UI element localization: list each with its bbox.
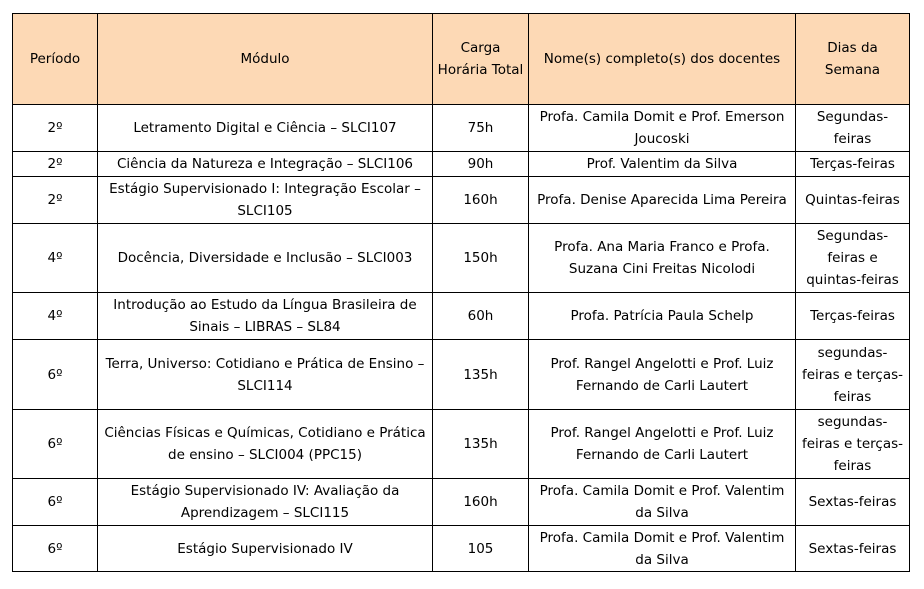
cell-carga: 150h bbox=[433, 224, 529, 293]
header-carga-horaria: Carga Horária Total bbox=[433, 14, 529, 105]
cell-carga: 160h bbox=[433, 177, 529, 224]
table-header-row bbox=[13, 14, 910, 105]
cell-dias: Quintas-feiras bbox=[796, 177, 910, 224]
cell-periodo: 4º bbox=[13, 293, 98, 340]
cell-modulo: Ciência da Natureza e Integração – SLCI106 bbox=[98, 152, 433, 177]
cell-dias: segundas-feiras e terças-feiras bbox=[796, 340, 910, 410]
cell-dias: Segundas-feiras e quintas-feiras bbox=[796, 224, 910, 293]
cell-modulo: Introdução ao Estudo da Língua Brasileira de Sinais – LIBRAS – SL84 bbox=[98, 293, 433, 340]
cell-periodo: 6º bbox=[13, 340, 98, 410]
cell-docentes: Profa. Camila Domit e Prof. Valentim da Silva bbox=[529, 526, 796, 572]
header-periodo: Período bbox=[13, 14, 98, 105]
cell-dias: Sextas-feiras bbox=[796, 479, 910, 526]
cell-modulo: Estágio Supervisionado IV bbox=[98, 526, 433, 572]
cell-docentes: Profa. Denise Aparecida Lima Pereira bbox=[529, 177, 796, 224]
cell-docentes: Prof. Rangel Angelotti e Prof. Luiz Fernando de Carli Lautert bbox=[529, 340, 796, 410]
cell-carga: 135h bbox=[433, 410, 529, 479]
cell-dias: Sextas-feiras bbox=[796, 526, 910, 572]
cell-periodo: 2º bbox=[13, 105, 98, 152]
cell-carga: 105 bbox=[433, 526, 529, 572]
cell-modulo: Letramento Digital e Ciência – SLCI107 bbox=[98, 105, 433, 152]
table-row bbox=[13, 224, 910, 293]
table-row bbox=[13, 340, 910, 410]
schedule-table-container bbox=[12, 13, 909, 572]
cell-modulo: Estágio Supervisionado I: Integração Escolar – SLCI105 bbox=[98, 177, 433, 224]
table-row bbox=[13, 293, 910, 340]
cell-modulo: Ciências Físicas e Químicas, Cotidiano e Prática de ensino – SLCI004 (PPC15) bbox=[98, 410, 433, 479]
cell-dias: Segundas-feiras bbox=[796, 105, 910, 152]
cell-docentes: Profa. Patrícia Paula Schelp bbox=[529, 293, 796, 340]
cell-docentes: Prof. Valentim da Silva bbox=[529, 152, 796, 177]
cell-dias: Terças-feiras bbox=[796, 293, 910, 340]
table-row bbox=[13, 526, 910, 572]
cell-carga: 135h bbox=[433, 340, 529, 410]
table-row bbox=[13, 152, 910, 177]
table-row bbox=[13, 410, 910, 479]
cell-periodo: 2º bbox=[13, 177, 98, 224]
cell-modulo: Docência, Diversidade e Inclusão – SLCI003 bbox=[98, 224, 433, 293]
cell-carga: 75h bbox=[433, 105, 529, 152]
header-modulo: Módulo bbox=[98, 14, 433, 105]
cell-modulo: Estágio Supervisionado IV: Avaliação da Aprendizagem – SLCI115 bbox=[98, 479, 433, 526]
cell-periodo: 6º bbox=[13, 479, 98, 526]
cell-periodo: 6º bbox=[13, 410, 98, 479]
cell-modulo: Terra, Universo: Cotidiano e Prática de Ensino – SLCI114 bbox=[98, 340, 433, 410]
cell-docentes: Profa. Ana Maria Franco e Profa. Suzana Cini Freitas Nicolodi bbox=[529, 224, 796, 293]
cell-docentes: Profa. Camila Domit e Prof. Emerson Joucoski bbox=[529, 105, 796, 152]
cell-dias: segundas-feiras e terças-feiras bbox=[796, 410, 910, 479]
schedule-table bbox=[12, 13, 910, 572]
header-dias-semana: Dias da Semana bbox=[796, 14, 910, 105]
cell-periodo: 6º bbox=[13, 526, 98, 572]
table-row bbox=[13, 177, 910, 224]
table-row bbox=[13, 105, 910, 152]
cell-dias: Terças-feiras bbox=[796, 152, 910, 177]
cell-carga: 90h bbox=[433, 152, 529, 177]
header-docentes: Nome(s) completo(s) dos docentes bbox=[529, 14, 796, 105]
cell-carga: 160h bbox=[433, 479, 529, 526]
cell-periodo: 2º bbox=[13, 152, 98, 177]
cell-docentes: Prof. Rangel Angelotti e Prof. Luiz Fernando de Carli Lautert bbox=[529, 410, 796, 479]
cell-carga: 60h bbox=[433, 293, 529, 340]
cell-periodo: 4º bbox=[13, 224, 98, 293]
cell-docentes: Profa. Camila Domit e Prof. Valentim da Silva bbox=[529, 479, 796, 526]
table-row bbox=[13, 479, 910, 526]
